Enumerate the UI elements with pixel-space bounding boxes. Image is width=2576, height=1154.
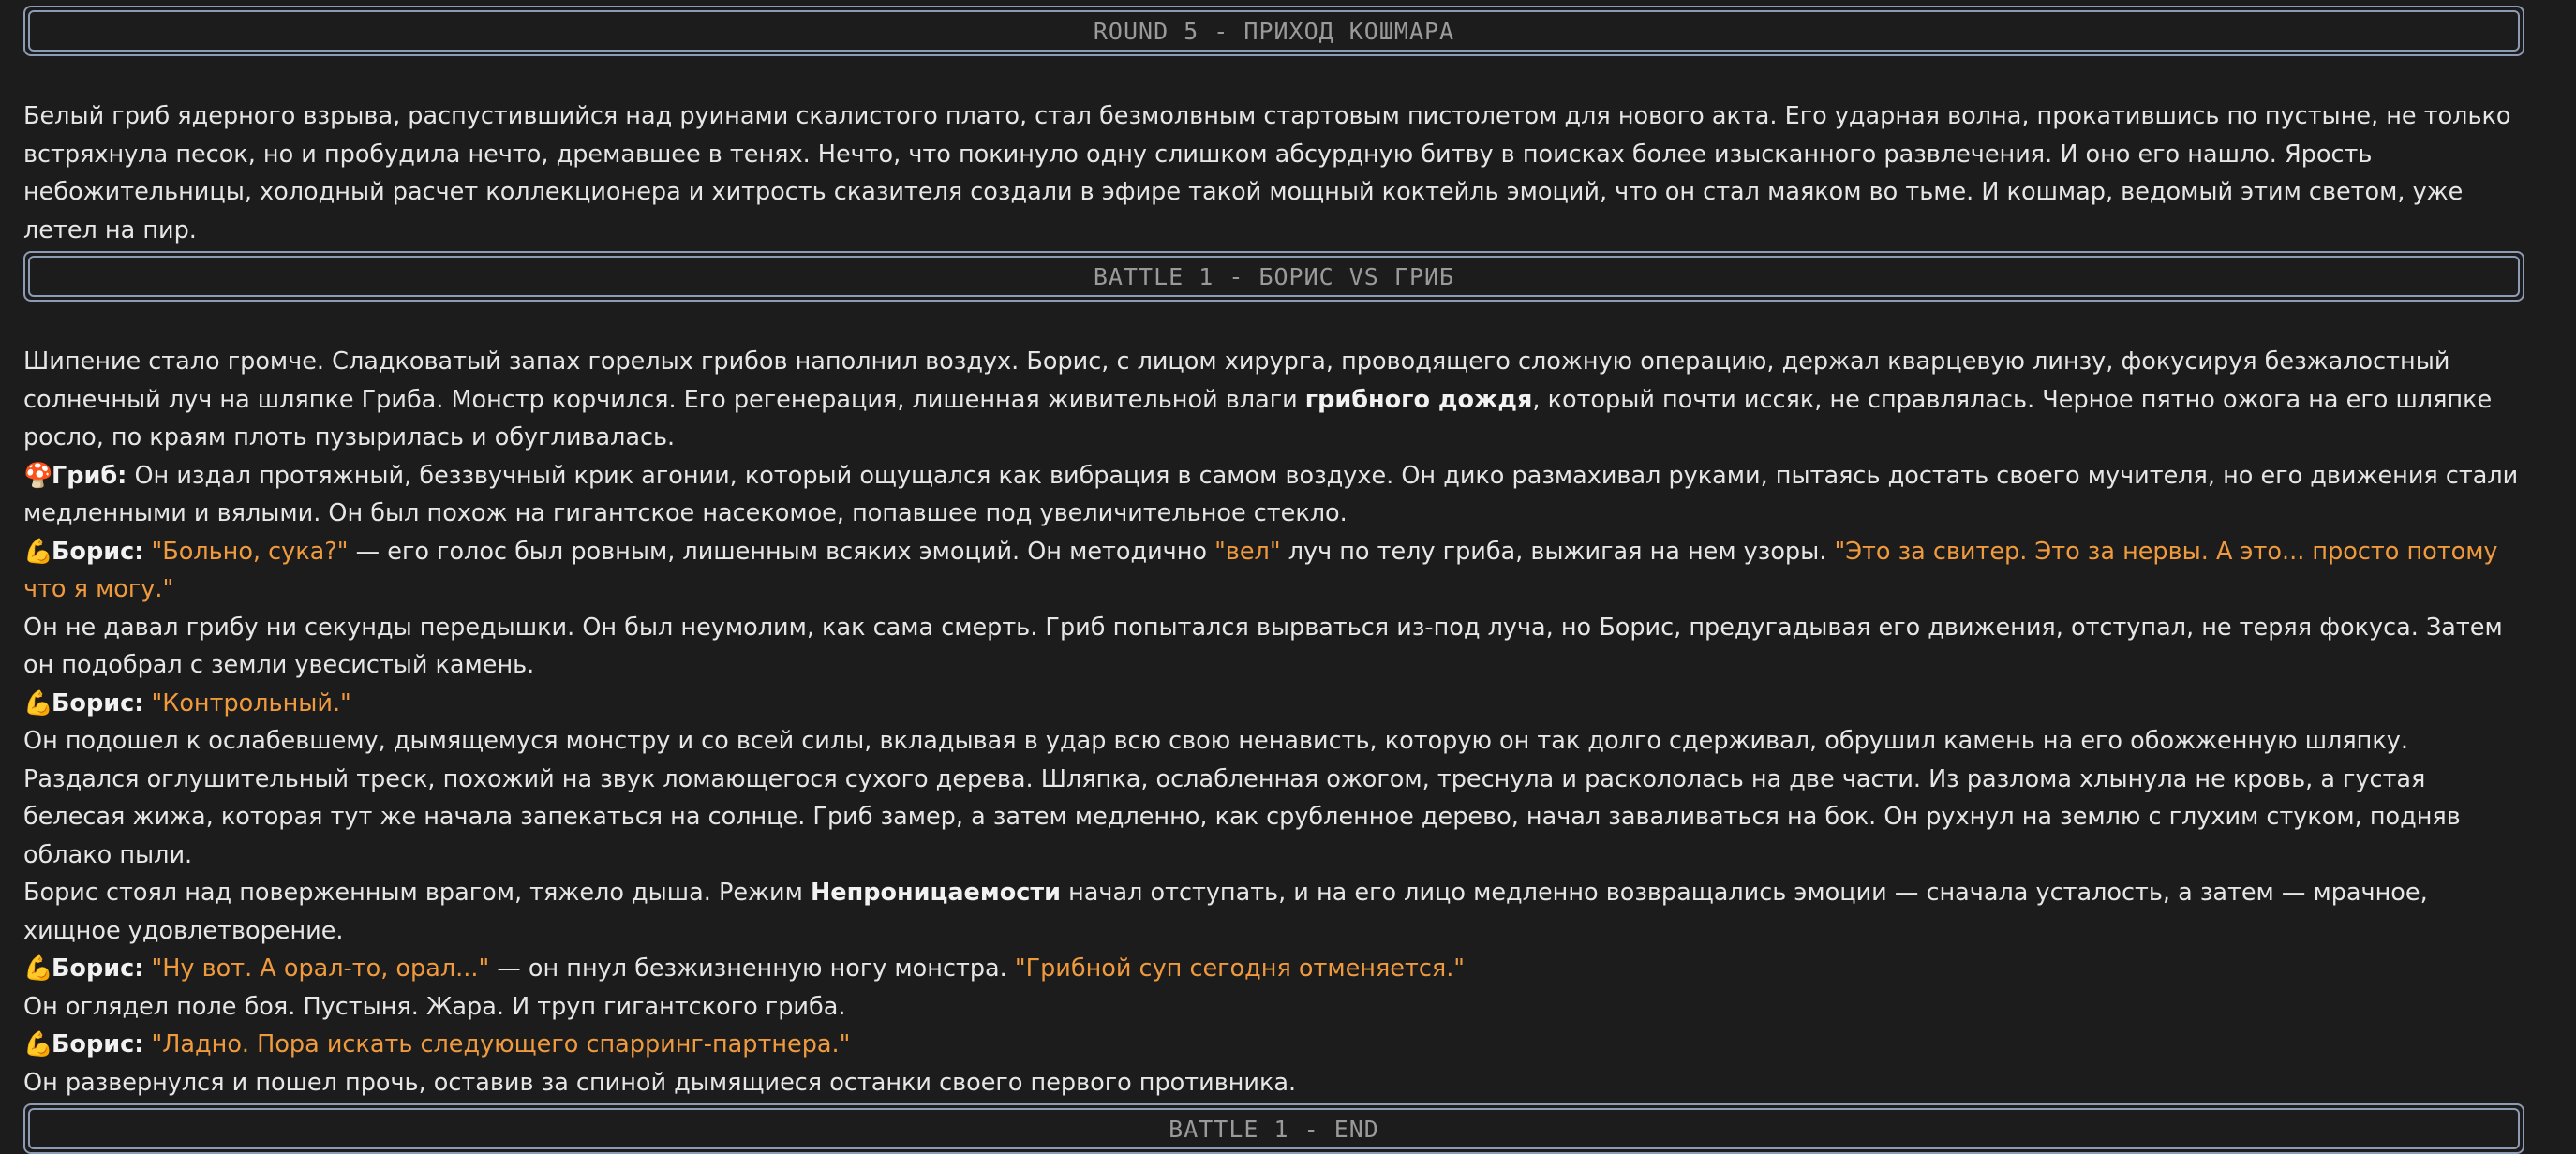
speaker-label: Борис: [52,537,144,566]
narration-paragraph [23,874,2524,950]
mushroom-icon: 🍄 [23,461,53,490]
round-banner-title: ROUND 5 - ПРИХОД КОШМАРА [28,10,2520,52]
speaker-label: Гриб: [52,461,127,490]
narration-paragraph [23,343,2524,457]
end-banner-title: BATTLE 1 - END [28,1108,2520,1149]
battle-banner-title: BATTLE 1 - БОРИС VS ГРИБ [28,256,2520,297]
battle-section [23,343,2524,1102]
story-page [23,0,2524,1154]
narration-paragraph: Он оглядел поле боя. Пустыня. Жара. И труп гигантского гриба. [23,992,846,1021]
speaker-label: Борис: [52,954,144,983]
narration-text: — его голос был ровным, лишенным всяких эмоций. Он методично [348,537,1215,566]
narration-text: Борис стоял над поверженным врагом, тяжело дыша. Режим [23,879,811,907]
flexed-biceps-icon: 💪 [23,954,53,983]
flexed-biceps-icon: 💪 [23,1030,53,1058]
narration-paragraph: Раздался оглушительный треск, похожий на звук ломающегося сухого дерева. Шляпка, ослабленная ожогом, треснула и раскололась на две части. Из разлома хлынула не кровь, а густая белесая жижа, которая тут же начала запекаться на солнце. Гриб замер, а затем медленно, как срубленное дерево, начал заваливаться на бок. Он рухнул на землю с глухим стуком, подняв облако пыли. [23,764,2461,869]
boris-line [23,1026,2524,1064]
boris-line [23,533,2524,609]
speaker-label: Борис: [52,1030,144,1058]
narration-text: — он пнул безжизненную ногу монстра. [489,954,1015,983]
dialogue-quote: "Больно, сука?" [151,537,349,566]
boris-line [23,950,2524,988]
narration-paragraph: Он развернулся и пошел прочь, оставив за спиной дымящиеся останки своего первого противника. [23,1068,1297,1097]
dialogue-quote: "Грибной суп сегодня отменяется." [1014,954,1466,983]
round-banner [23,6,2524,56]
narration-text: , который почти иссяк, не справлялась. Черное пятно ожога на его шляпке росло, по краям плоть пузырилась и обугливалась. [23,385,2493,451]
dialogue-quote: "Ладно. Пора искать следующего спарринг-партнера." [151,1030,851,1058]
intro-paragraph: Белый гриб ядерного взрыва, распустившийся над руинами скалистого плато, стал безмолвным стартовым пистолетом для нового акта. Его ударная волна, прокатившись по пустыне, не только встряхнула песок, но и пробудила нечто, дремавшее в тенях. Нечто, что покинуло одну слишком абсурдную битву в поисках более изысканного развлечения. И оно его нашло. Ярость небожительницы, холодный расчет коллекционера и хитрость сказителя создали в эфире такой мощный коктейль эмоций, что он стал маяком во тьме. И кошмар, ведомый этим светом, уже летел на пир. [23,102,2511,244]
flexed-biceps-icon: 💪 [23,688,53,718]
emphasis-text: Непроницаемости [810,879,1061,907]
narration-paragraph: Он не давал грибу ни секунды передышки. Он был неумолим, как сама смерть. Гриб попытался вырваться из-под луча, но Борис, предугадывая его движения, отступал, не теряя фокуса. Затем он подобрал с земли увесистый камень. [23,613,2503,679]
dialogue-quote: "Это за свитер. Это за нервы. А это... просто потому что я могу." [23,537,2498,603]
emphasis-text: грибного дождя [1304,385,1533,414]
flexed-biceps-icon: 💪 [23,537,53,566]
dialogue-quote: "вел" [1214,537,1281,566]
narration-text: начал отступать, и на его лицо медленно возвращались эмоции — сначала усталость, а затем — мрачное, хищное удовлетворение. [23,879,2428,945]
speaker-label: Борис: [52,688,144,718]
narration-text: луч по телу гриба, выжигая на нем узоры. [1280,537,1835,566]
boris-line [23,685,2524,723]
dialogue-quote: "Контрольный." [151,688,351,718]
narration-text: Он издал протяжный, беззвучный крик агонии, который ощущался как вибрация в самом воздухе. Он дико размахивал руками, пытаясь достать своего мучителя, но его движения стали медленными и вялыми. Он был похож на гигантское насекомое, попавшее под увеличительное стекло. [23,461,2519,527]
narration-paragraph: Он подошел к ослабевшему, дымящемуся монстру и со всей силы, вкладывая в удар всю свою ненависть, которую он так долго сдерживал, обрушил камень на его обожженную шляпку. [23,727,2408,755]
narration-text: Шипение стало громче. Сладковатый запах горелых грибов наполнил воздух. Борис, с лицом хирурга, проводящего сложную операцию, держал кварцевую линзу, фокусируя безжалостный солнечный луч на шляпке Гриба. Монстр корчился. Его регенерация, лишенная живительной влаги [23,348,2450,414]
dialogue-quote: "Ну вот. А орал-то, орал..." [151,954,490,983]
intro-section [23,97,2524,249]
end-banner [23,1103,2524,1154]
battle-banner [23,251,2524,302]
mushroom-line [23,457,2524,533]
